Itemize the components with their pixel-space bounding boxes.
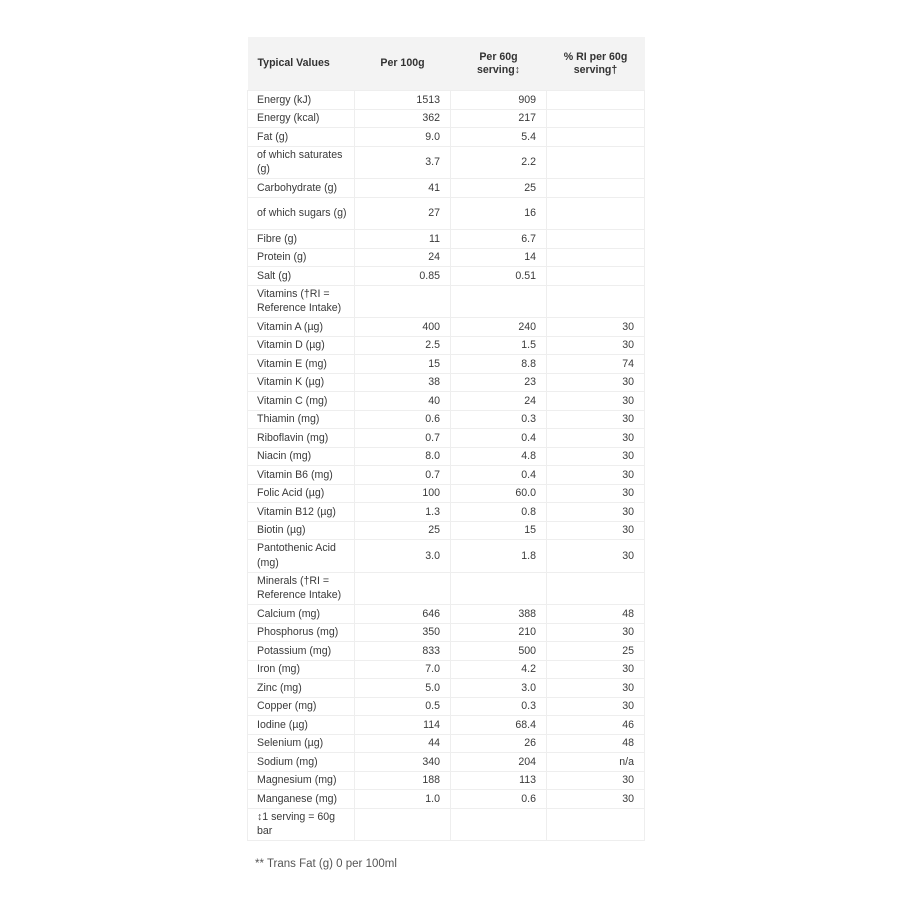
ri-percent-value bbox=[547, 197, 645, 230]
per-60g-value: 240 bbox=[451, 318, 547, 337]
per-100g-value: 27 bbox=[355, 197, 451, 230]
per-100g-value: 362 bbox=[355, 109, 451, 128]
ri-percent-value: 30 bbox=[547, 392, 645, 411]
per-60g-value: 15 bbox=[451, 521, 547, 540]
per-100g-value: 188 bbox=[355, 771, 451, 790]
per-100g-value: 833 bbox=[355, 642, 451, 661]
table-row bbox=[248, 318, 645, 337]
per-100g-value: 1.0 bbox=[355, 790, 451, 809]
per-100g-value: 0.6 bbox=[355, 410, 451, 429]
header-per-100g: Per 100g bbox=[355, 37, 451, 91]
row-label: Folic Acid (µg) bbox=[248, 484, 355, 503]
per-100g-value: 0.7 bbox=[355, 429, 451, 448]
table-row bbox=[248, 373, 645, 392]
per-60g-value: 217 bbox=[451, 109, 547, 128]
ri-percent-value: n/a bbox=[547, 753, 645, 772]
row-label: Selenium (µg) bbox=[248, 734, 355, 753]
per-100g-value: 3.0 bbox=[355, 540, 451, 573]
per-60g-value: 0.8 bbox=[451, 503, 547, 522]
nutrition-table-container bbox=[247, 37, 644, 841]
ri-percent-value: 30 bbox=[547, 318, 645, 337]
row-label: Salt (g) bbox=[248, 267, 355, 286]
row-label: Vitamin C (mg) bbox=[248, 392, 355, 411]
per-60g-value: 3.0 bbox=[451, 679, 547, 698]
per-100g-value: 646 bbox=[355, 605, 451, 624]
table-row bbox=[248, 484, 645, 503]
table-row bbox=[248, 230, 645, 249]
table-row bbox=[248, 771, 645, 790]
ri-percent-value: 25 bbox=[547, 642, 645, 661]
row-label: Copper (mg) bbox=[248, 697, 355, 716]
row-label: Iodine (µg) bbox=[248, 716, 355, 735]
per-60g-value bbox=[451, 285, 547, 318]
row-label: Energy (kcal) bbox=[248, 109, 355, 128]
table-row bbox=[248, 447, 645, 466]
table-row bbox=[248, 429, 645, 448]
ri-percent-value bbox=[547, 179, 645, 198]
table-row bbox=[248, 605, 645, 624]
per-60g-value: 0.6 bbox=[451, 790, 547, 809]
row-label: Fibre (g) bbox=[248, 230, 355, 249]
ri-percent-value bbox=[547, 91, 645, 110]
row-label: Vitamin B6 (mg) bbox=[248, 466, 355, 485]
table-row bbox=[248, 521, 645, 540]
per-100g-value bbox=[355, 808, 451, 841]
row-label: Energy (kJ) bbox=[248, 91, 355, 110]
per-100g-value: 0.7 bbox=[355, 466, 451, 485]
per-100g-value: 8.0 bbox=[355, 447, 451, 466]
row-label: Carbohydrate (g) bbox=[248, 179, 355, 198]
ri-percent-value bbox=[547, 285, 645, 318]
per-60g-value: 204 bbox=[451, 753, 547, 772]
ri-percent-value: 30 bbox=[547, 429, 645, 448]
table-row bbox=[248, 285, 645, 318]
per-60g-value: 2.2 bbox=[451, 146, 547, 179]
ri-percent-value: 30 bbox=[547, 679, 645, 698]
ri-percent-value: 48 bbox=[547, 605, 645, 624]
row-label: Calcium (mg) bbox=[248, 605, 355, 624]
ri-percent-value bbox=[547, 109, 645, 128]
table-row bbox=[248, 248, 645, 267]
row-label: Vitamin E (mg) bbox=[248, 355, 355, 374]
per-60g-value: 24 bbox=[451, 392, 547, 411]
per-60g-value: 68.4 bbox=[451, 716, 547, 735]
row-label: ↕1 serving = 60g bar bbox=[248, 808, 355, 841]
per-100g-value: 3.7 bbox=[355, 146, 451, 179]
per-60g-value: 1.8 bbox=[451, 540, 547, 573]
table-row bbox=[248, 466, 645, 485]
row-label: Fat (g) bbox=[248, 128, 355, 147]
table-row bbox=[248, 540, 645, 573]
per-60g-value: 60.0 bbox=[451, 484, 547, 503]
table-row bbox=[248, 734, 645, 753]
ri-percent-value: 30 bbox=[547, 466, 645, 485]
ri-percent-value: 30 bbox=[547, 410, 645, 429]
per-100g-value: 0.5 bbox=[355, 697, 451, 716]
ri-percent-value bbox=[547, 146, 645, 179]
row-label: Iron (mg) bbox=[248, 660, 355, 679]
per-100g-value: 44 bbox=[355, 734, 451, 753]
ri-percent-value bbox=[547, 248, 645, 267]
table-row bbox=[248, 790, 645, 809]
row-label: Phosphorus (mg) bbox=[248, 623, 355, 642]
per-60g-value: 210 bbox=[451, 623, 547, 642]
per-60g-value: 14 bbox=[451, 248, 547, 267]
ri-percent-value: 30 bbox=[547, 373, 645, 392]
table-row bbox=[248, 197, 645, 230]
row-label: Biotin (µg) bbox=[248, 521, 355, 540]
table-row bbox=[248, 716, 645, 735]
ri-percent-value: 30 bbox=[547, 660, 645, 679]
table-row bbox=[248, 267, 645, 286]
per-60g-value bbox=[451, 572, 547, 605]
header-typical-values: Typical Values bbox=[248, 37, 355, 91]
row-label: Potassium (mg) bbox=[248, 642, 355, 661]
row-label: Manganese (mg) bbox=[248, 790, 355, 809]
per-100g-value: 5.0 bbox=[355, 679, 451, 698]
ri-percent-value: 30 bbox=[547, 336, 645, 355]
row-label: Zinc (mg) bbox=[248, 679, 355, 698]
table-row bbox=[248, 572, 645, 605]
per-60g-value: 25 bbox=[451, 179, 547, 198]
ri-percent-value bbox=[547, 808, 645, 841]
row-label: Vitamin A (µg) bbox=[248, 318, 355, 337]
row-label: Vitamins (†RI = Reference Intake) bbox=[248, 285, 355, 318]
per-60g-value: 1.5 bbox=[451, 336, 547, 355]
per-100g-value: 2.5 bbox=[355, 336, 451, 355]
per-100g-value: 38 bbox=[355, 373, 451, 392]
table-row bbox=[248, 623, 645, 642]
per-100g-value: 11 bbox=[355, 230, 451, 249]
table-row bbox=[248, 642, 645, 661]
trans-fat-footnote: ** Trans Fat (g) 0 per 100ml bbox=[255, 858, 397, 870]
ri-percent-value: 30 bbox=[547, 697, 645, 716]
per-60g-value: 0.3 bbox=[451, 697, 547, 716]
ri-percent-value: 30 bbox=[547, 503, 645, 522]
row-label: Thiamin (mg) bbox=[248, 410, 355, 429]
table-header bbox=[248, 37, 645, 91]
per-60g-value bbox=[451, 808, 547, 841]
per-100g-value: 9.0 bbox=[355, 128, 451, 147]
nutrition-table bbox=[247, 37, 645, 841]
ri-percent-value: 30 bbox=[547, 447, 645, 466]
ri-percent-value: 30 bbox=[547, 771, 645, 790]
per-100g-value: 340 bbox=[355, 753, 451, 772]
per-60g-value: 8.8 bbox=[451, 355, 547, 374]
table-row bbox=[248, 410, 645, 429]
per-60g-value: 388 bbox=[451, 605, 547, 624]
table-row bbox=[248, 91, 645, 110]
row-label: Riboflavin (mg) bbox=[248, 429, 355, 448]
per-60g-value: 4.2 bbox=[451, 660, 547, 679]
row-label: Protein (g) bbox=[248, 248, 355, 267]
row-label: Pantothenic Acid (mg) bbox=[248, 540, 355, 573]
per-60g-value: 0.4 bbox=[451, 466, 547, 485]
ri-percent-value: 30 bbox=[547, 790, 645, 809]
per-60g-value: 6.7 bbox=[451, 230, 547, 249]
table-row bbox=[248, 753, 645, 772]
header-per-60g-serving: Per 60g serving↕ bbox=[451, 37, 547, 91]
per-60g-value: 4.8 bbox=[451, 447, 547, 466]
ri-percent-value: 30 bbox=[547, 540, 645, 573]
ri-percent-value: 30 bbox=[547, 623, 645, 642]
row-label: Magnesium (mg) bbox=[248, 771, 355, 790]
per-100g-value: 114 bbox=[355, 716, 451, 735]
per-100g-value: 24 bbox=[355, 248, 451, 267]
ri-percent-value: 30 bbox=[547, 521, 645, 540]
ri-percent-value: 48 bbox=[547, 734, 645, 753]
per-60g-value: 113 bbox=[451, 771, 547, 790]
per-100g-value: 400 bbox=[355, 318, 451, 337]
per-60g-value: 0.3 bbox=[451, 410, 547, 429]
table-row bbox=[248, 128, 645, 147]
ri-percent-value bbox=[547, 572, 645, 605]
per-100g-value bbox=[355, 285, 451, 318]
per-60g-value: 909 bbox=[451, 91, 547, 110]
per-100g-value: 7.0 bbox=[355, 660, 451, 679]
per-60g-value: 0.51 bbox=[451, 267, 547, 286]
ri-percent-value: 30 bbox=[547, 484, 645, 503]
ri-percent-value bbox=[547, 128, 645, 147]
table-body bbox=[248, 91, 645, 841]
per-60g-value: 26 bbox=[451, 734, 547, 753]
table-row bbox=[248, 679, 645, 698]
table-row bbox=[248, 146, 645, 179]
table-row bbox=[248, 660, 645, 679]
table-row bbox=[248, 336, 645, 355]
table-row bbox=[248, 355, 645, 374]
row-label: Vitamin K (µg) bbox=[248, 373, 355, 392]
ri-percent-value bbox=[547, 267, 645, 286]
per-60g-value: 0.4 bbox=[451, 429, 547, 448]
per-60g-value: 16 bbox=[451, 197, 547, 230]
per-100g-value: 0.85 bbox=[355, 267, 451, 286]
per-100g-value: 1513 bbox=[355, 91, 451, 110]
table-row bbox=[248, 179, 645, 198]
table-row bbox=[248, 808, 645, 841]
row-label: Vitamin D (µg) bbox=[248, 336, 355, 355]
row-label: of which saturates (g) bbox=[248, 146, 355, 179]
table-row bbox=[248, 392, 645, 411]
per-100g-value: 100 bbox=[355, 484, 451, 503]
per-100g-value: 15 bbox=[355, 355, 451, 374]
table-row bbox=[248, 503, 645, 522]
ri-percent-value: 46 bbox=[547, 716, 645, 735]
table-row bbox=[248, 109, 645, 128]
per-60g-value: 23 bbox=[451, 373, 547, 392]
ri-percent-value: 74 bbox=[547, 355, 645, 374]
row-label: of which sugars (g) bbox=[248, 197, 355, 230]
ri-percent-value bbox=[547, 230, 645, 249]
per-100g-value: 1.3 bbox=[355, 503, 451, 522]
row-label: Minerals (†RI = Reference Intake) bbox=[248, 572, 355, 605]
table-row bbox=[248, 697, 645, 716]
per-60g-value: 5.4 bbox=[451, 128, 547, 147]
per-100g-value bbox=[355, 572, 451, 605]
per-100g-value: 40 bbox=[355, 392, 451, 411]
per-100g-value: 25 bbox=[355, 521, 451, 540]
row-label: Vitamin B12 (µg) bbox=[248, 503, 355, 522]
row-label: Sodium (mg) bbox=[248, 753, 355, 772]
row-label: Niacin (mg) bbox=[248, 447, 355, 466]
header-ri-per-60g-serving: % RI per 60g serving† bbox=[547, 37, 645, 91]
per-60g-value: 500 bbox=[451, 642, 547, 661]
per-100g-value: 350 bbox=[355, 623, 451, 642]
per-100g-value: 41 bbox=[355, 179, 451, 198]
